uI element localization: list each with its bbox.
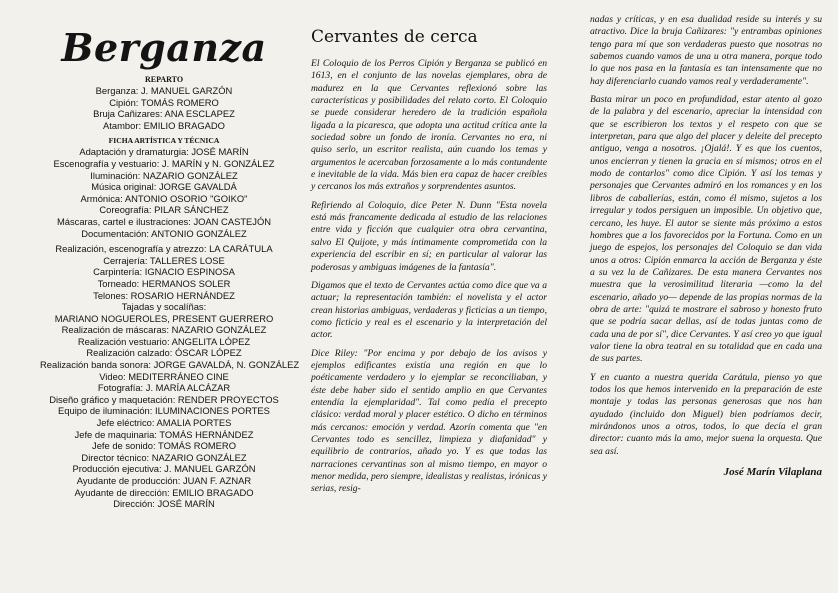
credit-line: Cerrajería: TALLERES LOSE <box>103 254 225 266</box>
credit-line: Realización vestuario: ANGELITA LÓPEZ <box>77 335 251 347</box>
credit-line: Escenografía y vestuario: J. MARÍN y N. GONZÁLEZ <box>53 157 275 169</box>
credit-line: Realización de máscaras: NAZARIO GONZÁLEZ <box>61 324 267 336</box>
cast-line: Cipión: TOMÁS ROMERO <box>109 96 219 108</box>
credit-line: MARIANO NOGUEROLES, PRESENT GUERRERO <box>54 312 274 324</box>
credit-line: Música original: JORGE GAVALDÁ <box>91 181 237 193</box>
credit-line: Coreografía: PILAR SÁNCHEZ <box>99 204 229 216</box>
credit-line: Equipo de iluminación: ILUMINACIONES PORTES <box>58 405 270 417</box>
article-paragraph: Digamos que el texto de Cervantes actúa como dice que va a actuar; la representación también: el novelista y el actor crean historias ambiguas, verdaderas y ficticias a un tiempo, como ficticio y real es el escenario y la interpretación del actor. <box>311 279 547 341</box>
cast-heading: REPARTO <box>144 75 184 84</box>
credit-line: Ayudante de producción: JUAN F. AZNAR <box>76 475 252 486</box>
credit-line: Jefe de maquinaria: TOMÁS HERNÁNDEZ <box>74 428 254 440</box>
credit-line: Carpintería: IGNACIO ESPINOSA <box>93 266 235 278</box>
credit-line: Fotografía: J. MARÍA ALCÁZAR <box>97 382 231 394</box>
credit-line: Documentación: ANTONIO GONZÁLEZ <box>81 227 247 239</box>
article-paragraph: nadas y críticas, y en esa dualidad reside su interés y su atractivo. Dice la bruja Cañizares: "y entrambas opiniones tengo para mí que son verdaderas puesto que nosotras no sabemos cuando vamos de una u otra manera, porque todo lo que nos pasa en la fantasía es tan intensamente que no hay diferenciarlo cuando vamos real y verdaderamente". <box>590 14 822 87</box>
article-paragraph: Dice Riley: "Por encima y por debajo de los avisos y ejemplos edificantes existía una región en que lo poéticamente verdadero y lo ejemplar se reconciliaban, y éste debe haber sido el sentido amplio en que Cervantes entendía la ejemplaridad". Tal como pedía el precepto clásico: verdad moral y placer estético. O dicho en términos más cercanos: emoción y verdad. Azorín comenta que "en Cervantes todo es sencillez, limpieza y diafanidad" y equilibrio de contrarios, añado yo. Y es que todas las narraciones cervantinas son al mismo tiempo, en mayor o menor medida, pero siempre, idealistas y realistas, irónicas y serias, resig- <box>311 347 547 495</box>
cast-line: Bruja Cañizares: ANA ESCLAPEZ <box>93 108 235 120</box>
credit-line: Telones: ROSARIO HERNÁNDEZ <box>93 289 235 301</box>
credit-line: Dirección: JOSÉ MARÍN <box>113 498 215 510</box>
credit-line: Ayudante de dirección: EMILIO BRAGADO <box>74 486 254 498</box>
credit-line: Realización calzado: ÓSCAR LÓPEZ <box>86 347 242 359</box>
credit-line: Director técnico: NAZARIO GONZÁLEZ <box>81 451 247 463</box>
credits-column <box>40 25 300 510</box>
article-paragraph: Refiriendo al Coloquio, dice Peter N. Dunn "Esta novela está más francamente dedicada al estudio de las relaciones entre vida y ficción que cualquier otra obra cervantina, salvo El Quijote, y más íntimamente comprometida con la experiencia del escribir en sí; en particular al valorar las poderosas y ambiguas imágenes de la fantasía". <box>311 199 547 273</box>
credit-line: Máscaras, cartel e ilustraciones: JOAN CASTEJÓN <box>56 215 272 227</box>
credit-line: Realización banda sonora: JORGE GAVALDÁ, N. GONZÁLEZ <box>40 359 300 371</box>
article-column-1 <box>311 26 547 502</box>
credit-line: Adaptación y dramaturgia: JOSÉ MARÍN <box>79 146 249 158</box>
credit-line: Iluminación: NAZARIO GONZÁLEZ <box>90 169 238 181</box>
credit-line: Tajadas y socalíñas: <box>121 301 207 313</box>
credit-line: Realización, escenografía y atrezzo: LA CARÁTULA <box>55 243 273 255</box>
cast-line: Atambor: EMILIO BRAGADO <box>103 119 225 131</box>
article-paragraph: Basta mirar un poco en profundidad, estar atento al gozo de la palabra y del escenario, apreciar la intensidad con que se escribieron los textos y el respeto con que se interpretan, para que algo del placer y deleite del precepto antiguo, venga a nosotros. ¡Ojalá!. Y es que los cuentos, unos encierran y tienen la gracia en sí mismos; otros en el modo de contarlos" como dice Cipión. Y así los temas y personajes que Cervantes admiró en los romances y en los libros de caballerías, están, como él mismo, sujetos a los irregular y todos persiguen un imposible. Un objetivo que, cercano, les huye. El autor se siente más próximo a estos hombres que a los favorecidos por la Fortuna. Como en un juego de espejos, los personajes del Coloquio se dan vida unos a otros: Cipión enmarca la acción de Berganza y éste a su vez la de Cañizares. De esta manera Cervantes nos muestra que la verosimilitud literaria —como la del escenario, añado yo— depende de las propias normas de la obra de arte: "quizá te mostrare el sabroso y honesto fruto que se podría sacar dellas, así de todas juntas como de cada una de por sí", dice Cervantes. Y así creo yo que igual valor tiene la obra teatral en su totalidad que en cada una de sus partes. <box>590 94 822 365</box>
credit-line: Video: MEDITERRÁNEO CINE <box>99 370 229 382</box>
article-column-2 <box>590 14 822 478</box>
credit-line: Diseño gráfico y maquetación: RENDER PROYECTOS <box>49 393 279 405</box>
credit-line: Jefe de sonido: TOMÁS ROMERO <box>92 440 236 452</box>
cast-line: Berganza: J. MANUEL GARZÓN <box>95 85 233 96</box>
play-title: Berganza <box>61 25 267 70</box>
credits-heading: FICHA ARTÍSTICA Y TÉCNICA <box>108 136 220 146</box>
article-paragraph: El Coloquio de los Perros Cipión y Berganza se publicó en 1613, en el conjunto de las novelas ejemplares, obra de madurez en la que Cervantes reflexionó sobre las características y posibilidades del relato corto. El Coloquio se puede considerar heredero de la tradición española ligada a la picaresca, que adopta una actitud crítica ante la sociedad sobre un fondo de ironía. Cervantes no era, ni quiso serlo, un escritor realista, aún cuando los temas y argumentos le acercaban forzosamente a lo más contundente e inevitable de la vida. Más bien era capaz de hacer creíbles y cercanos los más extraños y sorprendentes asuntos. <box>311 58 547 193</box>
credit-line: Jefe eléctrico: AMALIA PORTES <box>96 417 232 429</box>
credit-line: Armónica: ANTONIO OSORIO "GOIKO" <box>80 192 248 204</box>
author-signature: José Marín Vilaplana <box>723 466 822 479</box>
article-paragraph: Y en cuanto a nuestra querida Carátula, pienso yo que todos los que hemos intervenido en la preparación de este montaje y todas las personas generosas que nos han ayudado (incluido don Miguel) bien podríamos decir, mirándonos unos a otros, todos, lo que decía el gran director: cuanto más la amo, mejor suena la orquesta. Que sea así. <box>590 371 822 457</box>
credit-line: Producción ejecutiva: J. MANUEL GARZÓN <box>72 463 256 475</box>
credit-line: Torneado: HERMANOS SOLER <box>97 277 231 289</box>
article-title: Cervantes de cerca <box>311 27 478 47</box>
